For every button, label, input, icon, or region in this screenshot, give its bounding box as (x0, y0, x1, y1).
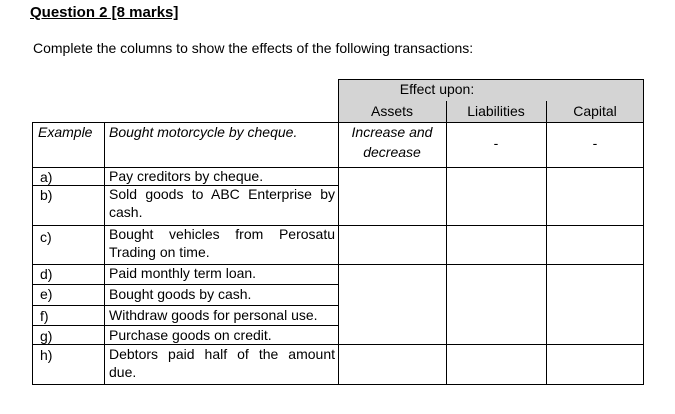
question-instruction: Complete the columns to show the effects of the following transactions: (33, 40, 474, 56)
row-a-line1: Pay creditors by cheque. (109, 168, 264, 184)
row-f-line1: Withdraw goods for personal use. (109, 307, 318, 323)
effect-upon-header: Effect upon: (399, 81, 475, 97)
row-a-label: a) (40, 169, 53, 185)
grid-line (338, 122, 339, 385)
row-g-label: g) (40, 328, 53, 344)
grid-line (32, 167, 644, 168)
grid-line (338, 79, 339, 123)
capital-header: Capital (573, 103, 617, 119)
row-g-line1: Purchase goods on credit. (109, 327, 272, 343)
example-capital: - (592, 135, 598, 151)
grid-line (104, 122, 105, 385)
grid-line (546, 101, 547, 385)
example-assets-line2: decrease (363, 144, 421, 160)
row-d-description (109, 264, 335, 282)
row-h-description (109, 345, 335, 381)
assets-header: Assets (370, 103, 413, 119)
row-h-line1: Debtors paid half of the amount (109, 346, 335, 362)
grid-line (32, 185, 339, 186)
grid-line (338, 79, 644, 80)
grid-line (32, 264, 644, 265)
row-h-line2: due. (109, 364, 137, 380)
example-liabilities: - (493, 135, 499, 151)
grid-line (446, 101, 447, 385)
row-c-label: c) (40, 229, 52, 245)
grid-line (32, 344, 644, 345)
row-b-label: b) (40, 187, 53, 203)
row-b-description (109, 185, 335, 221)
liabilities-header: Liabilities (467, 103, 525, 119)
grid-line (32, 325, 339, 326)
grid-line (32, 284, 339, 285)
transactions-table (32, 79, 644, 385)
row-d-line1: Paid monthly term loan. (109, 265, 257, 281)
row-b-line1: Sold goods to ABC Enterprise by (109, 186, 335, 202)
row-e-description (109, 285, 335, 303)
question-title: Question 2 [8 marks] (30, 4, 179, 21)
grid-line (643, 79, 644, 385)
row-c-line1: Bought vehicles from Perosatu (109, 226, 335, 242)
row-e-line1: Bought goods by cash. (109, 286, 252, 302)
grid-line (32, 305, 339, 306)
row-f-label: f) (40, 308, 49, 324)
row-c-description (109, 225, 335, 261)
row-e-label: e) (40, 286, 53, 302)
row-g-description (109, 326, 335, 344)
row-a-description (109, 167, 335, 185)
row-c-line2: Trading on time. (109, 244, 210, 260)
grid-line (32, 225, 644, 226)
row-b-line2: cash. (109, 204, 143, 220)
example-description: Bought motorcycle by cheque. (109, 124, 298, 140)
row-f-description (109, 306, 335, 324)
example-label: Example (38, 124, 93, 140)
row-h-label: h) (40, 347, 53, 363)
example-assets-line1: Increase and (351, 124, 433, 140)
grid-line (32, 122, 33, 385)
row-d-label: d) (40, 266, 53, 282)
